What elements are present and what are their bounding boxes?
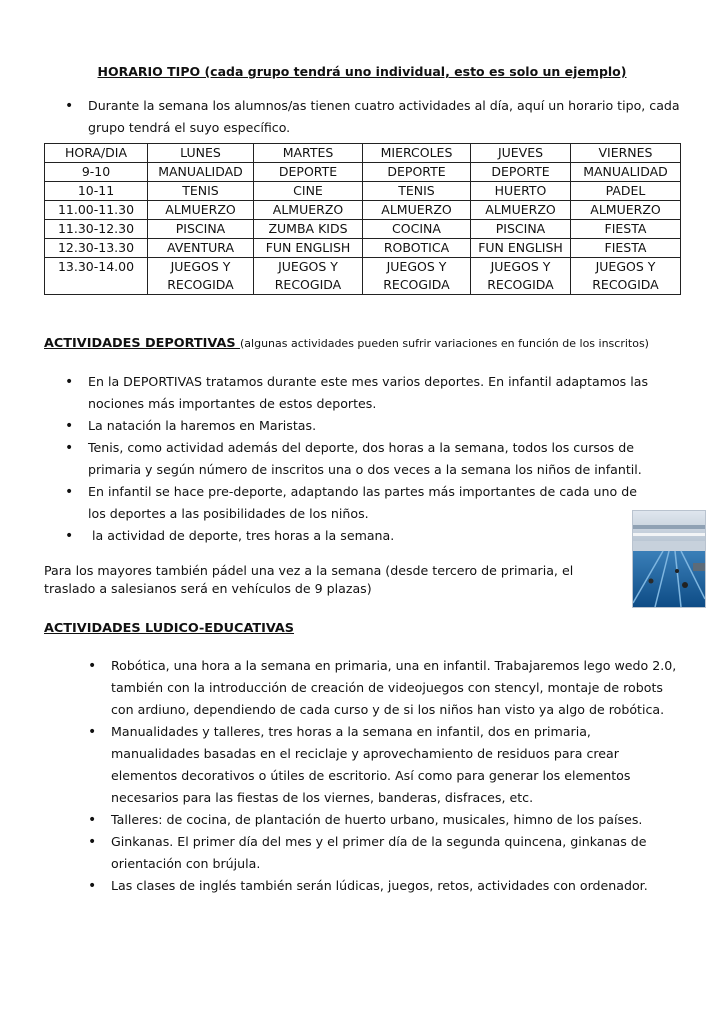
list-item: • la actividad de deporte, tres horas a la semana. xyxy=(88,525,680,547)
activity-cell: JUEGOS Y RECOGIDA xyxy=(254,258,363,295)
activity-cell: JUEGOS Y RECOGIDA xyxy=(363,258,471,295)
header-cell: MARTES xyxy=(254,144,363,163)
activity-cell: FIESTA xyxy=(571,239,681,258)
activity-cell: TENIS xyxy=(363,182,471,201)
header-cell: LUNES xyxy=(148,144,254,163)
list-item: • La natación la haremos en Maristas. xyxy=(88,415,680,437)
activity-cell: MANUALIDAD xyxy=(148,163,254,182)
sports-heading-note: (algunas actividades pueden sufrir variaciones en función de los inscritos) xyxy=(240,337,649,350)
ludic-list xyxy=(111,655,681,897)
list-item: • Talleres: de cocina, de plantación de huerto urbano, musicales, himno de los países. xyxy=(111,809,681,831)
schedule-row xyxy=(45,220,681,239)
header-cell: MIERCOLES xyxy=(363,144,471,163)
activity-cell: ALMUERZO xyxy=(254,201,363,220)
list-item: • Robótica, una hora a la semana en primaria, una en infantil. Trabajaremos lego wedo 2.0, también con la introducción de creación de videojuegos con stencyl, montaje de robots con ardiuno, dependiendo de cada curso y de si los niños han visto ya algo de robótica. xyxy=(111,655,681,721)
activity-cell: PISCINA xyxy=(148,220,254,239)
schedule-table xyxy=(44,143,681,295)
activity-cell: PADEL xyxy=(571,182,681,201)
activity-cell: DEPORTE xyxy=(363,163,471,182)
activity-cell: ZUMBA KIDS xyxy=(254,220,363,239)
time-cell: 12.30-13.30 xyxy=(45,239,148,258)
activity-cell: FUN ENGLISH xyxy=(254,239,363,258)
activity-cell: HUERTO xyxy=(471,182,571,201)
list-item: • Las clases de inglés también serán lúdicas, juegos, retos, actividades con ordenador. xyxy=(111,875,681,897)
schedule-row xyxy=(45,239,681,258)
activity-cell: MANUALIDAD xyxy=(571,163,681,182)
activity-cell: ALMUERZO xyxy=(148,201,254,220)
list-item: • Ginkanas. El primer día del mes y el primer día de la segunda quincena, ginkanas de orientación con brújula. xyxy=(111,831,681,875)
activity-cell: DEPORTE xyxy=(254,163,363,182)
header-cell: HORA/DIA xyxy=(45,144,148,163)
activity-cell: CINE xyxy=(254,182,363,201)
page-title: HORARIO TIPO (cada grupo tendrá uno individual, esto es solo un ejemplo) xyxy=(97,64,627,79)
activity-cell: ROBOTICA xyxy=(363,239,471,258)
activity-cell: FIESTA xyxy=(571,220,681,239)
activity-cell: AVENTURA xyxy=(148,239,254,258)
activity-cell: JUEGOS Y RECOGIDA xyxy=(571,258,681,295)
list-item: • Tenis, como actividad además del deporte, dos horas a la semana, todos los cursos de primaria y según número de inscritos una o dos veces a la semana los niños de infantil. xyxy=(88,437,680,481)
list-item: • En infantil se hace pre-deporte, adaptando las partes más importantes de cada uno de los deportes a las posibilidades de los niños. xyxy=(88,481,680,525)
schedule-row xyxy=(45,163,681,182)
sports-heading-text: ACTIVIDADES DEPORTIVAS xyxy=(44,336,241,351)
activity-cell: ALMUERZO xyxy=(363,201,471,220)
header-cell: VIERNES xyxy=(571,144,681,163)
header-cell: JUEVES xyxy=(471,144,571,163)
activity-cell: COCINA xyxy=(363,220,471,239)
activity-cell: TENIS xyxy=(148,182,254,201)
list-item: • Manualidades y talleres, tres horas a la semana en infantil, dos en primaria, manualidades basadas en el reciclaje y aprovechamiento de residuos para crear elementos decorativos o útiles de escritorio. Así como para generar los elementos necesarios para las fiestas de los viernes, banderas, disfraces, etc. xyxy=(111,721,681,809)
activity-cell: JUEGOS Y RECOGIDA xyxy=(148,258,254,295)
time-cell: 9-10 xyxy=(45,163,148,182)
activity-cell: DEPORTE xyxy=(471,163,571,182)
swimming-pool-photo xyxy=(632,510,706,608)
time-cell: 11.00-11.30 xyxy=(45,201,148,220)
time-cell: 13.30-14.00 xyxy=(45,258,148,295)
intro-bullet: • Durante la semana los alumnos/as tienen cuatro actividades al día, aquí un horario tipo, cada grupo tendrá el suyo específico. xyxy=(88,95,688,139)
list-item: • En la DEPORTIVAS tratamos durante este mes varios deportes. En infantil adaptamos las nociones más importantes de estos deportes. xyxy=(88,371,680,415)
activity-cell: PISCINA xyxy=(471,220,571,239)
time-cell: 11.30-12.30 xyxy=(45,220,148,239)
padel-paragraph: Para los mayores también pádel una vez a la semana (desde tercero de primaria, el traslado a salesianos será en vehículos de 9 plazas) xyxy=(44,563,574,596)
sports-heading xyxy=(44,336,649,351)
activity-cell: FUN ENGLISH xyxy=(471,239,571,258)
time-cell: 10-11 xyxy=(45,182,148,201)
sports-list xyxy=(88,371,680,547)
ludic-heading: ACTIVIDADES LUDICO-EDUCATIVAS xyxy=(44,621,295,636)
schedule-header-row xyxy=(45,144,681,163)
schedule-row xyxy=(45,182,681,201)
schedule-row xyxy=(45,258,681,295)
schedule-row xyxy=(45,201,681,220)
activity-cell: JUEGOS Y RECOGIDA xyxy=(471,258,571,295)
intro-list xyxy=(88,95,688,139)
activity-cell: ALMUERZO xyxy=(571,201,681,220)
swimming-pool-image xyxy=(633,511,705,607)
activity-cell: ALMUERZO xyxy=(471,201,571,220)
